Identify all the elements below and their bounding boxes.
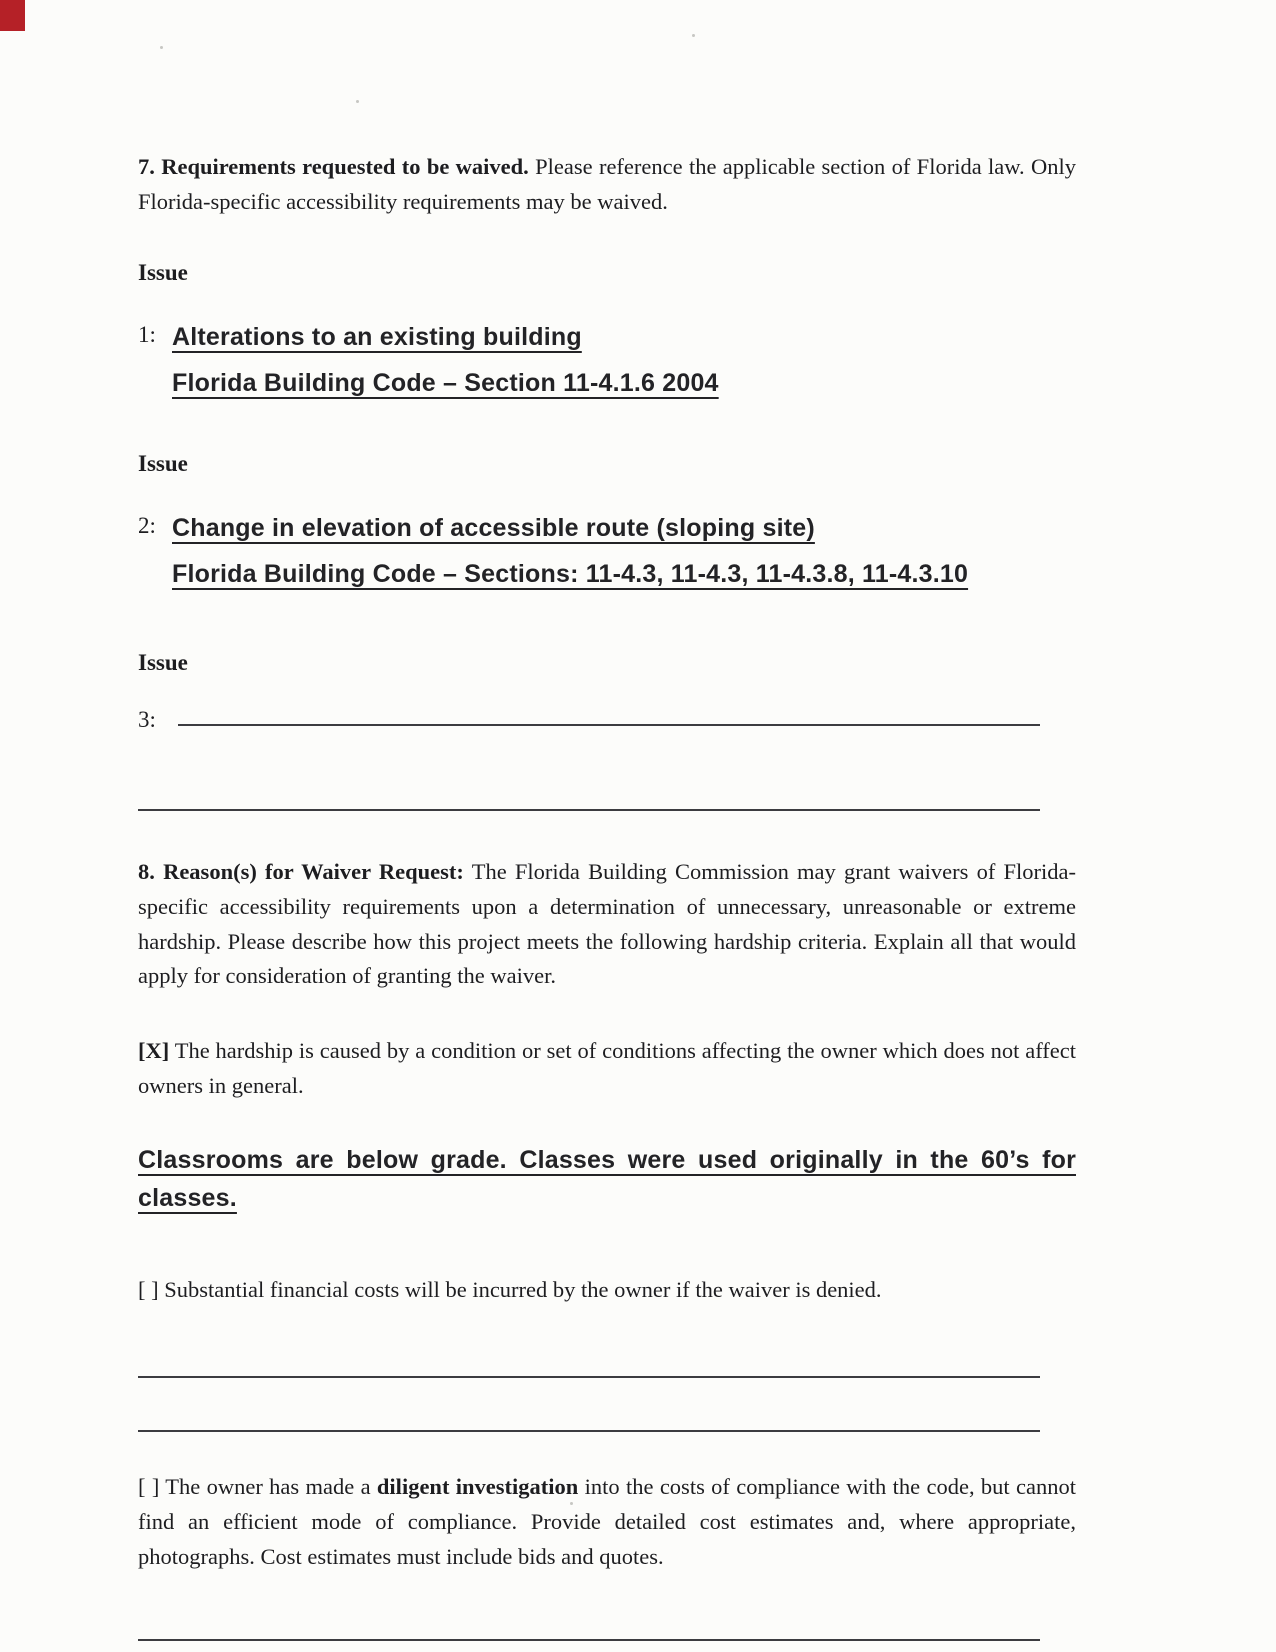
section8-title: 8. Reason(s) for Waiver Request: bbox=[138, 858, 464, 884]
financial-checkbox-empty: [ ] bbox=[138, 1277, 159, 1302]
scan-speckle bbox=[692, 34, 695, 37]
diligent-checkbox-empty: [ ] bbox=[138, 1473, 160, 1499]
blank-line bbox=[138, 785, 1040, 811]
diligent-criterion-bold: diligent investigation bbox=[376, 1473, 579, 1499]
financial-criterion bbox=[138, 1273, 1076, 1308]
issue-3-number: 3: bbox=[138, 706, 156, 732]
scan-speckle bbox=[160, 46, 163, 49]
hardship-criterion bbox=[138, 1034, 1076, 1104]
financial-criterion-text: Substantial financial costs will be incurred by the owner if the waiver is denied. bbox=[158, 1277, 882, 1302]
section7-title: 7. Requirements requested to be waived. bbox=[138, 154, 529, 179]
section8-body-text: The Florida Building Commission may grant waivers of Florida-specific accessibility requirements upon a determination of unnecessary, unreasonable or extreme hardship. Please describe how this project meets the following hardship criteria. Explain all that would apply for consideration of granting the waiver. bbox=[138, 858, 1077, 989]
issue-3-blank-line bbox=[178, 704, 1040, 726]
blank-line bbox=[138, 1352, 1040, 1378]
blank-line bbox=[138, 1615, 1040, 1641]
issue-3 bbox=[138, 704, 1076, 733]
issue-2-line2: Florida Building Code – Sections: 11-4.3, 11-4.3, 11-4.3.8, 11-4.3.10 bbox=[172, 560, 969, 589]
hardship-checkbox-checked: [X] bbox=[138, 1038, 170, 1064]
diligent-criterion-pre: The owner has made a bbox=[159, 1473, 377, 1499]
issue-2-line1: Change in elevation of accessible route (sloping site) bbox=[172, 513, 815, 542]
scan-red-mark bbox=[0, 0, 25, 31]
issue-1-line2: Florida Building Code – Section 11-4.1.6 2004 bbox=[172, 369, 719, 398]
issue-2 bbox=[138, 510, 1076, 594]
issue-1-answer bbox=[172, 319, 719, 403]
section7-body-text: Please reference the applicable section of Florida law. Only Florida-specific accessibility requirements may be waived. bbox=[138, 154, 1076, 214]
hardship-criterion-text: The hardship is caused by a condition or set of conditions affecting the owner which does not affect owners in general. bbox=[138, 1038, 1076, 1099]
issue-label-3: Issue bbox=[138, 649, 188, 675]
scan-speckle bbox=[356, 100, 359, 103]
issue-2-answer bbox=[172, 510, 968, 594]
document-content bbox=[138, 150, 1076, 1652]
diligent-criterion-post: into the costs of compliance with the code, but cannot find an efficient mode of compliance. Provide detailed cost estimates and, where appropriate, photographs. Cost estimates must include bids and quotes. bbox=[138, 1473, 1076, 1569]
section8-paragraph bbox=[138, 855, 1076, 995]
section7-paragraph bbox=[138, 150, 1076, 220]
issue-2-number: 2: bbox=[138, 512, 156, 538]
issue-label-1: Issue bbox=[138, 259, 188, 285]
diligent-criterion bbox=[138, 1470, 1076, 1575]
issue-1 bbox=[138, 319, 1076, 403]
issue-1-number: 1: bbox=[138, 321, 156, 347]
blank-line bbox=[138, 1406, 1040, 1432]
hardship-answer: Classrooms are below grade. Classes were used originally in the 60’s for classes. bbox=[138, 1146, 1076, 1212]
issue-1-line1: Alterations to an existing building bbox=[172, 322, 582, 351]
issue-label-2: Issue bbox=[138, 450, 188, 476]
